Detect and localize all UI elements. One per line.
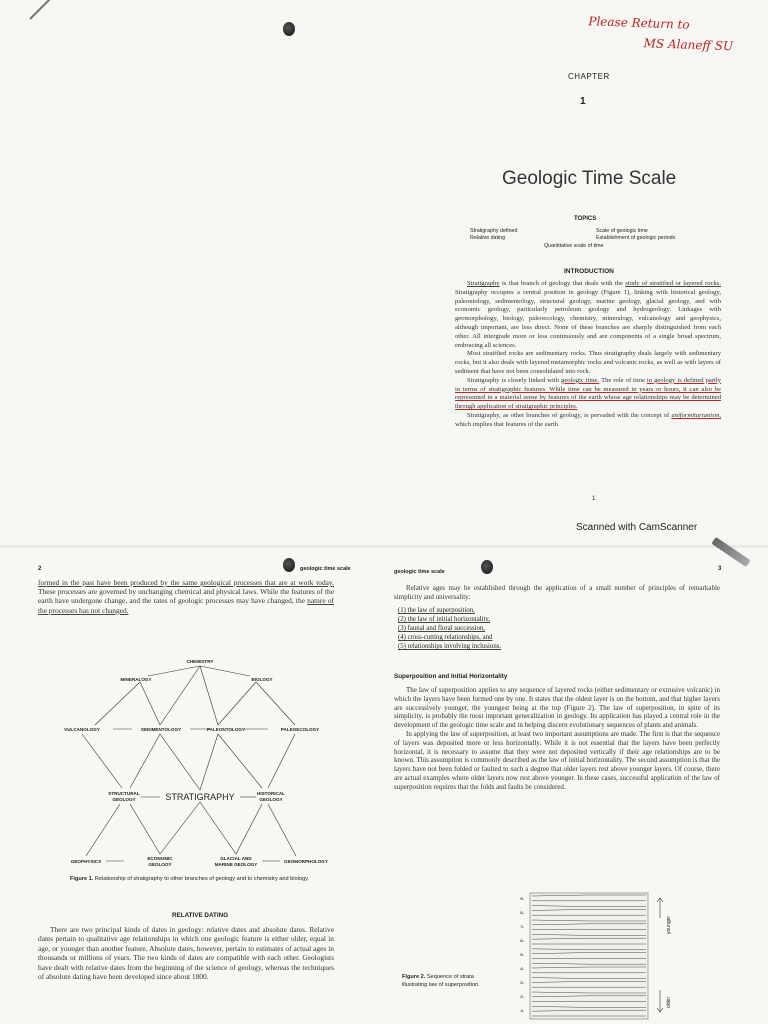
introduction-heading: INTRODUCTION bbox=[564, 268, 614, 275]
node-economic-geology: GEOLOGY bbox=[148, 862, 172, 867]
node-glacial-marine-geology: GLACIAL AND bbox=[220, 856, 252, 861]
diagram-link bbox=[160, 734, 200, 790]
text-run: geologic time. bbox=[561, 376, 600, 384]
term-stratigraphy: Stratigraphy bbox=[467, 280, 500, 287]
diagram-link bbox=[256, 682, 295, 725]
text-run: in geology is defined partly in terms of stratigraphic features. While time can be measured in years or hours, it can also be represented in a material sense by features of the earth whose age relationships may be determined through application of stratigraphic principles. bbox=[455, 376, 721, 411]
node-mineralogy: MINERALOGY bbox=[120, 677, 152, 682]
principles-intro bbox=[394, 584, 720, 602]
text-run: Stratigraphy, as other branches of geology, is pervaded with the concept of bbox=[467, 411, 672, 419]
page-number: 2 bbox=[38, 566, 42, 572]
superposition-text bbox=[394, 686, 720, 792]
chapter-number: 1 bbox=[580, 96, 586, 107]
text-run: formed in the past have been produced by the same geological processes that are at work today. bbox=[38, 578, 334, 587]
text-run: nature of the processes has not changed. bbox=[38, 596, 334, 615]
paragraph: Most stratified rocks are sedimentary rocks. Thus stratigraphy deals largely with sedimentary rocks, but it also deals with layered metamorphic rocks and volcanic rocks, as well as with layers of sediment that have not been consolidated into rock. bbox=[455, 350, 721, 375]
node-vulcanology: VULCANOLOGY bbox=[64, 727, 100, 732]
diagram-link bbox=[86, 804, 120, 856]
diagram-link bbox=[200, 734, 218, 790]
running-head: geologic time scale bbox=[394, 569, 445, 575]
figure-2-strata bbox=[530, 893, 648, 1019]
running-head: geologic time scale bbox=[300, 566, 351, 572]
page-number: 3 bbox=[718, 566, 722, 572]
section-heading: RELATIVE DATING bbox=[172, 912, 229, 919]
diagram-link bbox=[236, 804, 262, 854]
list-item: (2) the law of initial horizontality, bbox=[398, 616, 491, 623]
paragraph: There are two principal kinds of dates in geology: relative dates and absolute dates. Relative dates pertain to qualitative age relationships in which one geologic feature is either older, equal in age, or younger than another feature. Absolute dates, however, pertain to estimates of actual ages in thousands or millions of years. The two kinds of dates are compatible with each other. Geologists have dealt with relative dates from the beginning of the science of geology, whereas the techniques of absolute dating have been developed since about 1800. bbox=[38, 925, 334, 982]
younger-label: younger bbox=[666, 915, 672, 934]
topic-item: Quantitative scale of time bbox=[544, 243, 604, 249]
diagram-link bbox=[148, 666, 200, 676]
diagram-link bbox=[200, 666, 218, 725]
node-paleontology: PALEONTOLOGY bbox=[206, 727, 246, 732]
diagram-link bbox=[200, 802, 236, 854]
diagram-link bbox=[200, 666, 250, 676]
text-run: Stratigraphy is closely linked with bbox=[467, 376, 562, 384]
list-item: (4) cross-cutting relationships, and bbox=[398, 634, 493, 641]
node-paleoecology: PALEOECOLOGY bbox=[280, 727, 320, 732]
figure-1-caption bbox=[70, 876, 330, 884]
node-structural-geology: STRUCTURAL bbox=[108, 791, 140, 796]
topics-heading: TOPICS bbox=[574, 216, 597, 222]
text-run: Stratigraphy occupies a central position in geology (Figure 1), linking with historical geology, paleontology, sedimentology, structural geology, marine geology, glacial geology, and with economic geology, particularly petroleum geology and hydrogeology. Linkages with geomorphology, biology, paleoecology, chemistry, mineralogy, vulcanology and geophysics, although important, are less direct. None of these branches are sharply distinguished from each other. All intergrade more or less continuously and are components of a single broad spectrum, embracing all sciences. bbox=[455, 288, 721, 349]
diagram-link bbox=[140, 682, 160, 725]
diagram-link bbox=[130, 804, 160, 854]
caption-label: Figure 2. bbox=[402, 974, 426, 980]
caption-label: Figure 1. bbox=[70, 876, 94, 882]
node-economic-geology: ECONOMIC bbox=[147, 856, 173, 861]
node-sedimentology: SEDIMENTOLOGY bbox=[140, 727, 182, 732]
node-stratigraphy: STRATIGRAPHY bbox=[165, 792, 235, 802]
older-label: older bbox=[666, 996, 672, 1008]
diagram-link bbox=[82, 734, 122, 788]
text-run: uniformitarianism, bbox=[671, 411, 721, 419]
list-item: (1) the law of superposition, bbox=[398, 607, 475, 614]
topic-item: Stratigraphy defined bbox=[470, 228, 518, 234]
page-title: Geologic Time Scale bbox=[502, 168, 677, 189]
page-number: 1 bbox=[592, 496, 596, 502]
diagram-link bbox=[218, 682, 256, 725]
diagram-link bbox=[130, 734, 160, 788]
handwritten-line: Please Return to bbox=[588, 14, 690, 32]
diagram-link bbox=[95, 682, 140, 725]
node-geophysics: GEOPHYSICS bbox=[70, 859, 102, 864]
node-historical-geology: GEOLOGY bbox=[259, 797, 283, 802]
node-historical-geology: HISTORICAL bbox=[257, 791, 285, 796]
principles-list bbox=[398, 606, 501, 651]
topic-item: Relative dating bbox=[470, 235, 506, 241]
diagram-link bbox=[268, 734, 295, 788]
diagram-link bbox=[160, 802, 200, 854]
paragraph: Relative ages may be established through the application of a small number of principles of remarkable simplicity and universality: bbox=[394, 584, 720, 601]
strata-tick-label: 3L bbox=[520, 980, 525, 985]
node-glacial-marine-geology: MARINE GEOLOGY bbox=[214, 862, 258, 867]
paragraph: In applying the law of superposition, at least two important assumptions are made. The first is that the sequence of layers was deposited more or less horizontally. While it is not essential that the layers have been perfectly horizontal, it is necessary to assume that they were not deposited vertically if their age relationships are to be known. This assumption is commonly described as the law of initial horizontality. The second assumption is that the layers have not been folded or faulted to such a degree that older layers rest above younger layers. Of course, there are actual examples where older layers now rest above younger. In these cases, successful application of the law of superposition requires that the folds and faults be considered. bbox=[394, 729, 720, 791]
text-run: which implies that features of the earth bbox=[455, 420, 558, 428]
strata-tick-label: 8L bbox=[520, 910, 525, 915]
scanner-watermark: Scanned with CamScanner bbox=[576, 522, 698, 533]
text-run: is that branch of geology that deals with the bbox=[499, 280, 626, 287]
diagram-link bbox=[160, 666, 200, 725]
caption-text: Relationship of stratigraphy to other branches of geology and to chemistry and biology. bbox=[93, 876, 310, 882]
strata-tick-label: 7L bbox=[520, 924, 525, 929]
strata-tick-label: 5L bbox=[520, 952, 525, 957]
handwritten-line: MS Alaneff SU bbox=[643, 36, 734, 54]
node-structural-geology: GEOLOGY bbox=[112, 797, 136, 802]
list-item: (5) relationships involving inclusions. bbox=[398, 643, 502, 650]
chapter-label: CHAPTER bbox=[568, 72, 610, 81]
section-heading: Superposition and Initial Horizontality bbox=[394, 673, 508, 680]
figure-2-caption bbox=[402, 974, 492, 989]
paragraph: The law of superposition applies to any sequence of layered rocks (either sedimentary or extrusive volcanic) in which the layers have been formed one by one. It states that the oldest layer is on the bottom, and that higher layers are successively younger, the youngest being at the top (Figure 2). The law of superposition, in spite of its simplicity, is probably the most important generalization in geology. Its application has played a central role in the development of the geologic time scale and in helping discern evolutionary sequences of plants and animals. bbox=[394, 686, 720, 730]
strata-tick-label: 9L bbox=[520, 896, 525, 901]
diagram-link bbox=[268, 804, 296, 856]
text-run: These processes are governed by unchanging chemical and physical laws. While the features of the earth have undergone change, and the rates of geologic processes may have changed, the bbox=[38, 587, 334, 606]
strata-tick-label: 2L bbox=[520, 994, 525, 999]
list-item: (3) faunal and floral succession, bbox=[398, 625, 486, 632]
diagram-link bbox=[218, 734, 262, 788]
strata-tick-label: 6L bbox=[520, 938, 525, 943]
relative-dating-text bbox=[38, 925, 334, 981]
node-geomorphology: GEOMORPHOLOGY bbox=[284, 859, 328, 864]
node-chemistry: CHEMISTRY bbox=[186, 659, 214, 664]
topic-item: Establishment of geologic periods bbox=[596, 235, 676, 241]
topic-item: Scale of geologic time bbox=[596, 228, 648, 234]
node-biology: BIOLOGY bbox=[251, 677, 273, 682]
strata-tick-label: 1L bbox=[520, 1008, 525, 1013]
strata-tick-label: 4L bbox=[520, 966, 525, 971]
text-run: The role of time bbox=[599, 376, 647, 384]
text-run: study of stratified or layered rocks. bbox=[625, 280, 721, 287]
caption-text: Sequence of strata illustrating law of superposition. bbox=[402, 974, 480, 988]
